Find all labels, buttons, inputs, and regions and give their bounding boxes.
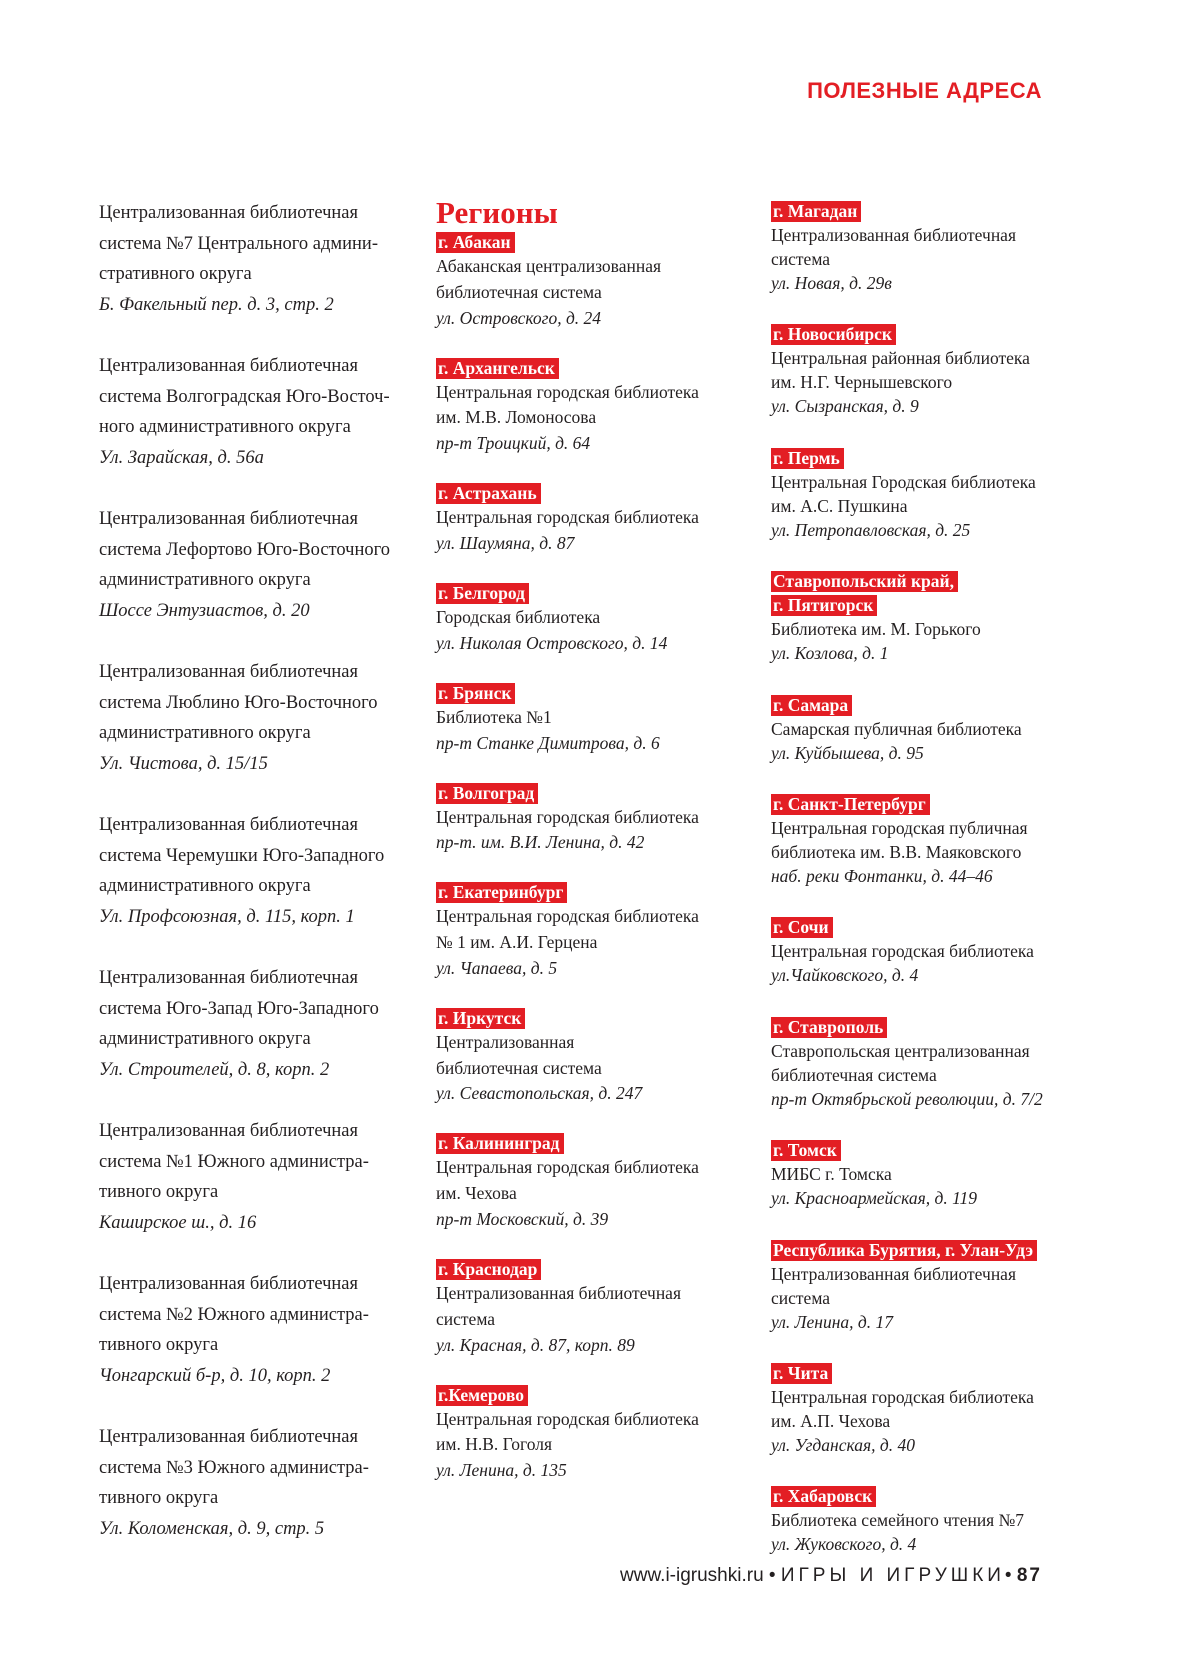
library-name-line: библиотека им. В.В. Маяковского bbox=[771, 841, 1022, 862]
library-name-line: Центральная городская библиотека bbox=[436, 381, 699, 402]
city-line bbox=[771, 1484, 1101, 1508]
library-name-line: Центральная городская библиотека bbox=[436, 1408, 699, 1429]
library-name-line: система №1 Южного администра- bbox=[99, 1151, 369, 1172]
regions-column-2 bbox=[768, 199, 1101, 1586]
city-line bbox=[436, 481, 754, 505]
library-entry bbox=[99, 351, 419, 473]
region-entry bbox=[771, 1138, 1101, 1210]
city-line bbox=[436, 581, 754, 605]
library-address: ул. Куйбышева, д. 95 bbox=[771, 742, 924, 763]
city-line bbox=[771, 915, 1101, 939]
section-title: ПОЛЕЗНЫЕ АДРЕСА bbox=[807, 78, 1042, 103]
library-name-line: административного округа bbox=[99, 876, 311, 896]
library-name-line: Городская библиотека bbox=[436, 606, 601, 627]
library-address: ул. Николая Островского, д. 14 bbox=[436, 632, 668, 653]
city-label: г. Томск bbox=[771, 1140, 841, 1161]
library-entry bbox=[99, 504, 419, 626]
city-label: Ставропольский край, bbox=[771, 571, 958, 592]
library-name-line: Централизованная библиотечная bbox=[99, 203, 358, 223]
library-name-line: Абаканская централизованная bbox=[436, 256, 662, 276]
library-address: ул. Жуковского, д. 4 bbox=[771, 1534, 917, 1555]
city-line bbox=[771, 1361, 1101, 1385]
library-name-line: библиотечная система bbox=[436, 1057, 602, 1078]
library-entry bbox=[99, 1269, 419, 1391]
city-line bbox=[771, 1138, 1101, 1162]
library-entry bbox=[99, 1422, 419, 1544]
region-entry bbox=[771, 1484, 1101, 1556]
region-entry bbox=[436, 1131, 754, 1232]
footer-bullet: • bbox=[1004, 1565, 1012, 1586]
library-name-line: Централизованная библиотечная bbox=[99, 1274, 358, 1294]
library-entry bbox=[99, 198, 419, 320]
footer-bullet: • bbox=[768, 1565, 776, 1586]
library-name-line: Центральная Городская библиотека bbox=[771, 471, 1036, 492]
library-name-line: система №3 Южного администра- bbox=[99, 1457, 369, 1478]
city-label: г. Пермь bbox=[771, 448, 844, 469]
region-entry bbox=[436, 1006, 754, 1107]
library-entry bbox=[99, 657, 419, 779]
library-name-line: Централизованная библиотечная bbox=[771, 1263, 1016, 1284]
region-entry bbox=[436, 1257, 754, 1358]
library-address: Ул. Зарайская, д. 56а bbox=[99, 447, 264, 468]
region-entry bbox=[436, 481, 754, 557]
library-name-line: Централизованная библиотечная bbox=[99, 1121, 358, 1141]
city-line bbox=[771, 199, 1101, 223]
library-name-line: им. Н.Г. Чернышевского bbox=[771, 372, 953, 393]
library-address: ул. Петропавловская, д. 25 bbox=[771, 519, 971, 540]
region-entry bbox=[771, 1361, 1101, 1457]
library-name-line: система Юго-Запад Юго-Западного bbox=[99, 998, 379, 1019]
region-entry bbox=[771, 1238, 1101, 1334]
city-label: г. Калининград bbox=[436, 1133, 564, 1154]
library-address: ул. Красноармейская, д. 119 bbox=[771, 1188, 978, 1209]
library-name-line: система Черемушки Юго-Западного bbox=[99, 845, 385, 866]
city-line bbox=[771, 322, 1101, 346]
library-address: Ул. Коломенская, д. 9, стр. 5 bbox=[99, 1518, 325, 1539]
library-address: Шоссе Энтузиастов, д. 20 bbox=[99, 600, 310, 621]
city-label: г. Самара bbox=[771, 695, 852, 716]
city-line bbox=[436, 781, 754, 805]
library-name-line: Центральная городская библиотека bbox=[436, 906, 699, 927]
city-label: г. Абакан bbox=[436, 232, 515, 253]
city-label: г. Иркутск bbox=[436, 1008, 525, 1029]
library-name-line: Центральная городская библиотека bbox=[771, 1386, 1034, 1407]
library-entry bbox=[99, 963, 419, 1085]
city-label: г. Брянск bbox=[436, 683, 515, 704]
library-name-line: административного округа bbox=[99, 723, 311, 743]
city-line bbox=[436, 1257, 754, 1281]
library-address: ул. Красная, д. 87, корп. 89 bbox=[436, 1334, 635, 1355]
library-name-line: библиотечная система bbox=[771, 1064, 937, 1085]
library-name-line: Централизованная библиотечная bbox=[99, 662, 358, 682]
moscow-list bbox=[99, 198, 419, 1575]
library-address: ул. Ленина, д. 17 bbox=[771, 1311, 894, 1332]
library-address: ул. Угданская, д. 40 bbox=[771, 1434, 915, 1455]
city-label: г. Астрахань bbox=[436, 483, 541, 504]
city-line bbox=[436, 356, 754, 380]
city-line bbox=[436, 1131, 754, 1155]
city-label: г. Ставрополь bbox=[771, 1017, 887, 1038]
city-label: г. Санкт-Петербург bbox=[771, 794, 930, 815]
library-address: пр-т Октябрьской революции, д. 7/2 bbox=[771, 1088, 1043, 1109]
library-name-line: Центральная городская библиотека bbox=[771, 941, 1034, 962]
library-name-line: Центральная городская библиотека bbox=[436, 1157, 699, 1178]
library-name-line: система №2 Южного администра- bbox=[99, 1304, 369, 1325]
city-line bbox=[771, 1015, 1101, 1039]
library-address: наб. реки Фонтанки, д. 44–46 bbox=[771, 865, 993, 886]
library-address: ул. Чапаева, д. 5 bbox=[436, 957, 558, 978]
city-label: г. Пятигорск bbox=[771, 595, 877, 616]
library-name-line: им. Н.В. Гоголя bbox=[436, 1434, 552, 1455]
library-address: Каширское ш., д. 16 bbox=[99, 1212, 257, 1233]
region-entry bbox=[771, 693, 1101, 765]
city-line bbox=[436, 230, 754, 254]
library-name-line: Централизованная библиотечная bbox=[99, 1427, 358, 1447]
library-name-line: Библиотека им. М. Горького bbox=[771, 619, 981, 640]
library-address: пр-т Троицкий, д. 64 bbox=[436, 433, 591, 454]
library-address: ул.Чайковского, д. 4 bbox=[771, 965, 919, 986]
library-name-line: им. Чехова bbox=[436, 1183, 517, 1204]
library-name-line: Централизованная библиотечная bbox=[99, 815, 358, 835]
library-name-line: Централизованная библиотечная bbox=[771, 225, 1016, 245]
library-name-line: Самарская публичная библиотека bbox=[771, 718, 1022, 739]
page-number: 87 bbox=[1016, 1565, 1042, 1586]
region-entry bbox=[436, 781, 754, 857]
library-name-line: МИБС г. Томска bbox=[771, 1164, 892, 1185]
library-address: Чонгарский б-р, д. 10, корп. 2 bbox=[99, 1365, 331, 1386]
library-name-line: Центральная городская публичная bbox=[771, 817, 1028, 838]
city-line bbox=[771, 1238, 1101, 1262]
library-address: Ул. Строителей, д. 8, корп. 2 bbox=[99, 1059, 330, 1080]
city-label: г.Кемерово bbox=[436, 1385, 528, 1406]
library-name-line: Центральная районная библиотека bbox=[771, 348, 1030, 369]
library-name-line: Централизованная библиотечная bbox=[99, 509, 358, 529]
region-entry bbox=[436, 880, 754, 981]
library-name-line: ного административного округа bbox=[99, 417, 351, 437]
library-name-line: № 1 им. А.И. Герцена bbox=[436, 932, 598, 953]
library-name-line: Централизованная библиотечная bbox=[436, 1283, 681, 1304]
library-name-line: тивного округа bbox=[99, 1488, 219, 1508]
region-entry bbox=[771, 569, 1101, 665]
city-label: г. Екатеринбург bbox=[436, 882, 567, 903]
library-name-line: Централизованная библиотечная bbox=[99, 356, 358, 376]
library-address: ул. Новая, д. 29в bbox=[771, 273, 892, 293]
library-address: Б. Факельный пер. д. 3, стр. 2 bbox=[99, 294, 334, 315]
city-line bbox=[436, 880, 754, 904]
city-line bbox=[436, 1006, 754, 1030]
regions-heading: Регионы bbox=[436, 195, 558, 230]
city-label: г. Белгород bbox=[436, 583, 529, 604]
region-entry bbox=[436, 1383, 754, 1484]
city-line bbox=[436, 1383, 754, 1407]
city-label: г. Чита bbox=[771, 1363, 832, 1384]
library-name-line: Центральная городская библиотека bbox=[436, 806, 699, 827]
library-address: ул. Шаумяна, д. 87 bbox=[436, 532, 575, 553]
library-name-line: тивного округа bbox=[99, 1182, 219, 1202]
city-label: г. Сочи bbox=[771, 917, 833, 938]
library-name-line: Библиотека №1 bbox=[436, 706, 552, 727]
library-name-line: административного округа bbox=[99, 570, 311, 590]
city-label: г. Магадан bbox=[771, 201, 861, 222]
library-name-line: система Люблино Юго-Восточного bbox=[99, 692, 378, 713]
city-line bbox=[771, 569, 1101, 593]
city-label: г. Хабаровск bbox=[771, 1486, 876, 1507]
library-name-line: им. А.П. Чехова bbox=[771, 1410, 891, 1431]
library-address: Ул. Профсоюзная, д. 115, корп. 1 bbox=[99, 906, 355, 927]
library-name-line: система №7 Центрального админи- bbox=[99, 233, 378, 254]
library-name-line: Библиотека семейного чтения №7 bbox=[771, 1510, 1025, 1531]
library-name-line: Централизованная bbox=[436, 1031, 575, 1052]
city-label: г. Новосибирск bbox=[771, 324, 896, 345]
library-name-line: административного округа bbox=[99, 1029, 311, 1049]
city-label: г. Архангельск bbox=[436, 358, 559, 379]
library-name-line: система bbox=[771, 1287, 831, 1308]
region-entry bbox=[436, 356, 754, 457]
library-address: ул. Севастопольская, д. 247 bbox=[436, 1083, 643, 1104]
city-line bbox=[771, 792, 1101, 816]
region-entry bbox=[771, 1015, 1101, 1111]
library-name-line: им. А.С. Пушкина bbox=[771, 495, 908, 516]
region-entry bbox=[771, 446, 1101, 542]
library-name-line: библиотечная система bbox=[436, 281, 602, 302]
library-address: Ул. Чистова, д. 15/15 bbox=[99, 753, 268, 774]
regions-list-1 bbox=[436, 230, 754, 1484]
library-address: ул. Козлова, д. 1 bbox=[771, 643, 889, 664]
library-address: ул. Ленина, д. 135 bbox=[436, 1460, 567, 1481]
region-entry bbox=[436, 581, 754, 657]
library-name-line: тивного округа bbox=[99, 1335, 219, 1355]
city-label: Республика Бурятия, г. Улан-Удэ bbox=[771, 1240, 1037, 1261]
city-line bbox=[771, 593, 1101, 617]
region-entry bbox=[771, 199, 1101, 295]
city-label: г. Краснодар bbox=[436, 1259, 541, 1280]
website-link[interactable]: www.i-igrushki.ru bbox=[620, 1565, 764, 1586]
library-address: ул. Островского, д. 24 bbox=[436, 307, 602, 328]
library-address: пр-т. им. В.И. Ленина, д. 42 bbox=[436, 832, 645, 853]
library-address: пр-т Станке Димитрова, д. 6 bbox=[436, 732, 660, 753]
library-name-line: система bbox=[771, 249, 831, 269]
regions-column-1 bbox=[436, 196, 754, 1508]
library-name-line: им. М.В. Ломоносова bbox=[436, 407, 597, 428]
library-entry bbox=[99, 1116, 419, 1238]
library-entry bbox=[99, 810, 419, 932]
library-name-line: система bbox=[436, 1308, 496, 1329]
region-entry bbox=[436, 230, 754, 331]
city-line bbox=[436, 681, 754, 705]
library-name-line: Централизованная библиотечная bbox=[99, 968, 358, 988]
region-entry bbox=[771, 322, 1101, 418]
library-name-line: система Лефортово Юго-Восточного bbox=[99, 539, 390, 560]
region-entry bbox=[436, 681, 754, 757]
library-name-line: стративного округа bbox=[99, 264, 252, 284]
magazine-title: ИГРЫ И ИГРУШКИ bbox=[780, 1565, 1005, 1586]
library-name-line: система Волгоградская Юго-Восточ- bbox=[99, 386, 390, 407]
city-line bbox=[771, 446, 1101, 470]
region-entry bbox=[771, 915, 1101, 987]
city-line bbox=[771, 693, 1101, 717]
library-address: ул. Сызранская, д. 9 bbox=[771, 396, 919, 417]
library-name-line: Ставропольская централизованная bbox=[771, 1040, 1030, 1061]
city-label: г. Волгоград bbox=[436, 783, 538, 804]
library-name-line: Центральная городская библиотека bbox=[436, 507, 699, 528]
library-address: пр-т Московский, д. 39 bbox=[436, 1209, 609, 1230]
region-entry bbox=[771, 792, 1101, 888]
page-footer bbox=[620, 1565, 1042, 1587]
